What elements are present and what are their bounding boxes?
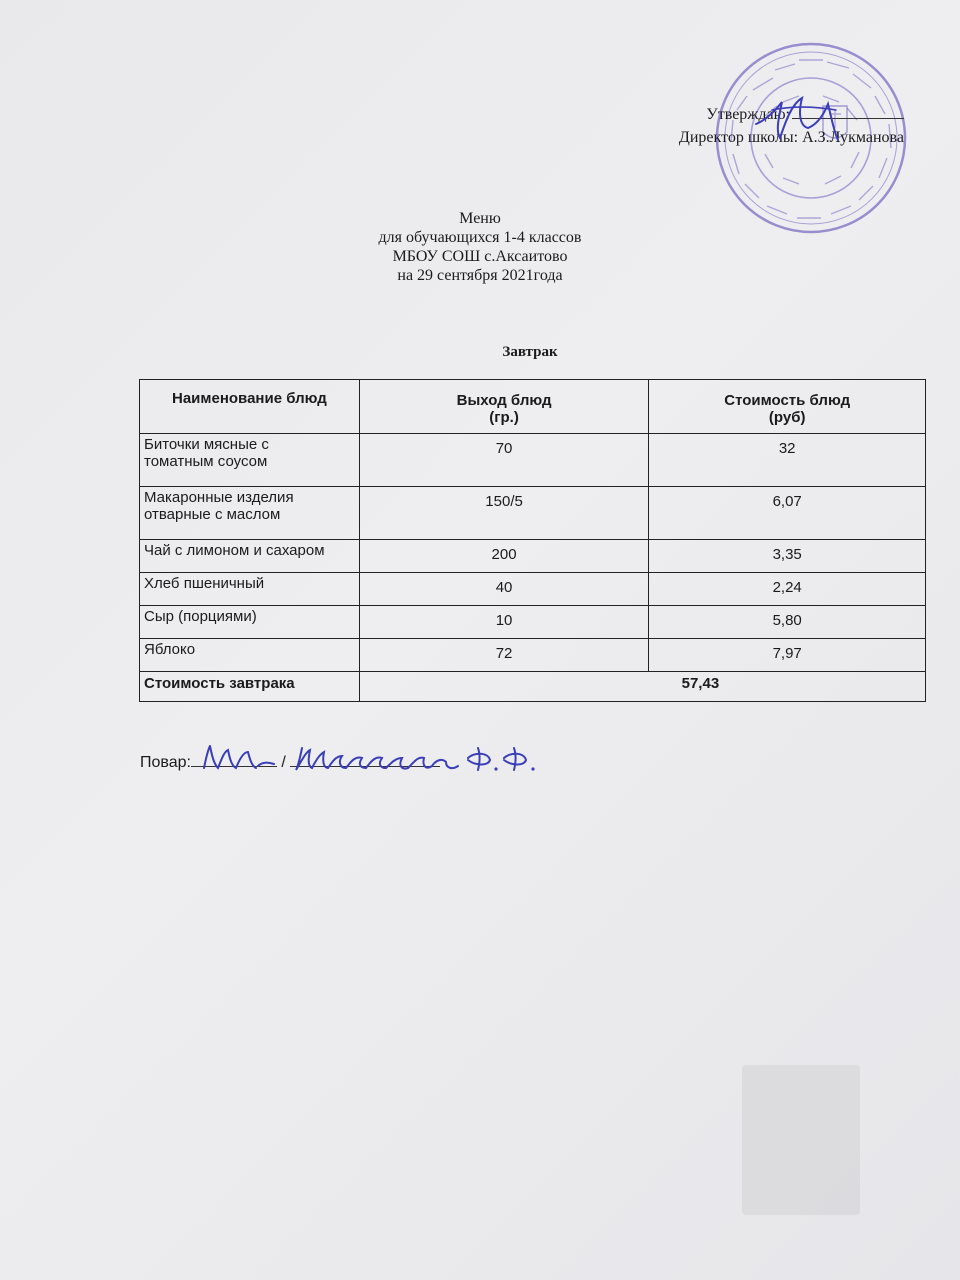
title-line-3: МБОУ СОШ с.Аксаитово — [392, 248, 568, 265]
dish-price: 3,35 — [649, 540, 926, 573]
meal-title: Завтрак — [502, 344, 558, 360]
dish-name: Сыр (порциями) — [140, 606, 360, 639]
table-header-row — [140, 380, 926, 434]
total-label: Стоимость завтрака — [140, 672, 360, 702]
dish-price: 5,80 — [649, 606, 926, 639]
dish-name: Хлеб пшеничный — [140, 573, 360, 606]
director-signature — [742, 80, 852, 160]
approve-label: Утверждаю: — [706, 106, 790, 123]
dish-name: Биточки мясные с томатным соусом — [140, 434, 360, 487]
table-row — [140, 606, 926, 639]
dish-weight: 10 — [359, 606, 649, 639]
dish-price: 32 — [649, 434, 926, 487]
dish-weight: 40 — [359, 573, 649, 606]
director-name: А.З.Лукманова — [802, 129, 904, 146]
total-row — [140, 672, 926, 702]
dish-price: 7,97 — [649, 639, 926, 672]
menu-title — [0, 209, 960, 285]
dish-weight: 200 — [359, 540, 649, 573]
menu-table — [139, 379, 926, 702]
dish-weight: 72 — [359, 639, 649, 672]
table-row — [140, 639, 926, 672]
total-value: 57,43 — [359, 672, 925, 702]
cook-label: Повар: — [140, 754, 191, 771]
table-row — [140, 540, 926, 573]
dish-price: 6,07 — [649, 487, 926, 540]
cook-line: Повар: / — [140, 752, 440, 772]
dish-price: 2,24 — [649, 573, 926, 606]
dish-name: Макаронные изделия отварные с маслом — [140, 487, 360, 540]
title-line-2: для обучающихся 1-4 классов — [378, 229, 582, 246]
title-line-4: на 29 сентября 2021года — [397, 267, 563, 284]
header-price: Стоимость блюд (руб) — [649, 380, 926, 434]
table-row — [140, 573, 926, 606]
table-row — [140, 487, 926, 540]
header-weight: Выход блюд (гр.) — [359, 380, 649, 434]
director-label: Директор школы: — [678, 129, 799, 146]
dish-weight: 150/5 — [359, 487, 649, 540]
cook-handwritten-signature — [196, 738, 576, 778]
header-dish-name: Наименование блюд — [140, 380, 360, 434]
background-smudge — [742, 1065, 860, 1215]
dish-name: Яблоко — [140, 639, 360, 672]
title-line-1: Меню — [459, 210, 501, 227]
dish-name: Чай с лимоном и сахаром — [140, 540, 360, 573]
table-row — [140, 434, 926, 487]
dish-weight: 70 — [359, 434, 649, 487]
